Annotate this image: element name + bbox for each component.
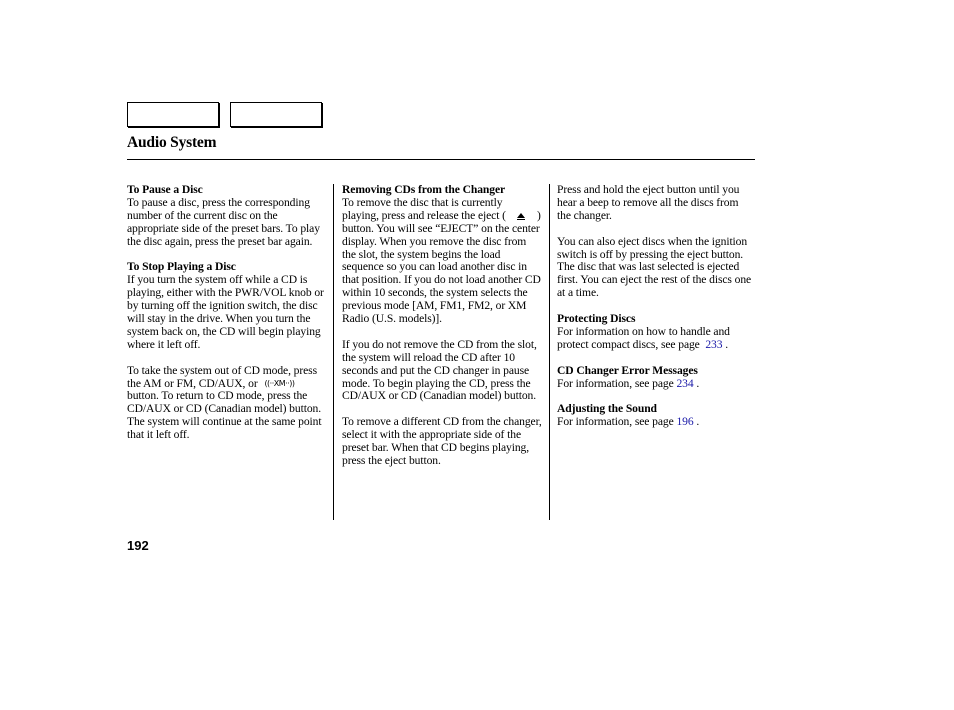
section-text-removing-b: ) button. You will see “EJECT” on the center display. When you remove the disc from the slot, the system begins the load sequence so you can load another disc in that position. If you do not load another CD within 10 seconds, the system selects the previous mode [AM, FM1, FM2, or XM Radio (U.S. models)]. bbox=[342, 208, 541, 326]
section-text-remove-different: To remove a different CD from the changer, select it with the appropriate side of the preset bar. When that CD begins playing, press the eject button. bbox=[342, 415, 542, 467]
page-link-234[interactable]: 234 bbox=[676, 376, 694, 390]
page-link-196[interactable]: 196 bbox=[676, 415, 694, 429]
section-eject-all bbox=[557, 184, 753, 223]
section-text-adjusting-sound: For information, see page bbox=[557, 415, 674, 429]
section-text-stop: If you turn the system off while a CD is playing, either with the PWR/VOL knob or by turning off the ignition switch, the disc will stay in the drive. When you turn the system back on, the CD will begin playing where it left off. bbox=[127, 273, 324, 351]
page-number: 192 bbox=[127, 538, 149, 553]
xm-radio-icon: ((··XM··)) bbox=[264, 378, 295, 388]
section-text-cd-mode-a: To take the system out of CD mode, press the AM or FM, CD/AUX, or bbox=[127, 363, 317, 390]
page-link-233[interactable]: 233 bbox=[705, 337, 723, 351]
period: . bbox=[696, 415, 700, 429]
period: . bbox=[725, 337, 729, 351]
page-title: Audio System bbox=[127, 134, 217, 151]
section-text-reload: If you do not remove the CD from the slot, the system will reload the CD after 10 seconds and put the CD changer in pause mode. To begin playing the CD, press the CD/AUX or CD (Canadian model) button. bbox=[342, 337, 537, 403]
column-right bbox=[557, 184, 753, 442]
eject-icon bbox=[517, 213, 525, 218]
section-text-error-messages: For information, see page bbox=[557, 376, 674, 390]
section-text-removing-a: To remove the disc that is currently playing, press and release the eject bbox=[342, 195, 503, 222]
section-heading-adjusting-sound: Adjusting the Sound bbox=[557, 402, 657, 416]
section-stop bbox=[127, 261, 327, 351]
title-divider bbox=[127, 159, 755, 160]
section-reload bbox=[342, 339, 542, 404]
column-divider bbox=[549, 184, 550, 520]
section-adjusting-sound bbox=[557, 403, 753, 429]
section-text-eject-ignition-off: You can also eject discs when the ignition switch is off by pressing the eject button. The disc that was last selected is ejected first. You can eject the rest of the discs one at a time. bbox=[557, 234, 752, 300]
section-text-cd-mode-b: button. To return to CD mode, press the CD/AUX or CD (Canadian model) button. The system will continue at the same point that it left off. bbox=[127, 389, 322, 442]
section-protecting bbox=[557, 313, 753, 352]
paren-open: ( bbox=[502, 208, 506, 222]
section-heading-removing: Removing CDs from the Changer bbox=[342, 183, 506, 196]
section-heading-stop: To Stop Playing a Disc bbox=[127, 260, 236, 274]
section-text-eject-all: Press and hold the eject button until you hear a beep to remove all the discs from the changer. bbox=[557, 183, 740, 222]
period: . bbox=[696, 376, 700, 390]
column-left bbox=[127, 184, 327, 455]
section-cd-mode bbox=[127, 365, 327, 442]
main-menu-button[interactable] bbox=[127, 102, 219, 127]
section-text-pause: To pause a disc, press the corresponding number of the current disc on the appropriate side of the preset bars. To play the disc again, press the preset bar again. bbox=[127, 195, 320, 248]
table-of-contents-button[interactable] bbox=[230, 102, 322, 127]
section-heading-error-messages: CD Changer Error Messages bbox=[557, 363, 698, 377]
column-middle bbox=[342, 184, 542, 481]
section-text-protecting: For information on how to handle and protect compact discs, see page bbox=[557, 324, 730, 351]
section-heading-protecting: Protecting Discs bbox=[557, 312, 636, 326]
section-removing bbox=[342, 184, 542, 326]
section-heading-pause: To Pause a Disc bbox=[127, 183, 203, 196]
section-pause bbox=[127, 184, 327, 249]
section-remove-different bbox=[342, 416, 542, 468]
section-eject-ignition-off bbox=[557, 236, 753, 301]
section-error-messages bbox=[557, 365, 753, 391]
column-divider bbox=[333, 184, 334, 520]
